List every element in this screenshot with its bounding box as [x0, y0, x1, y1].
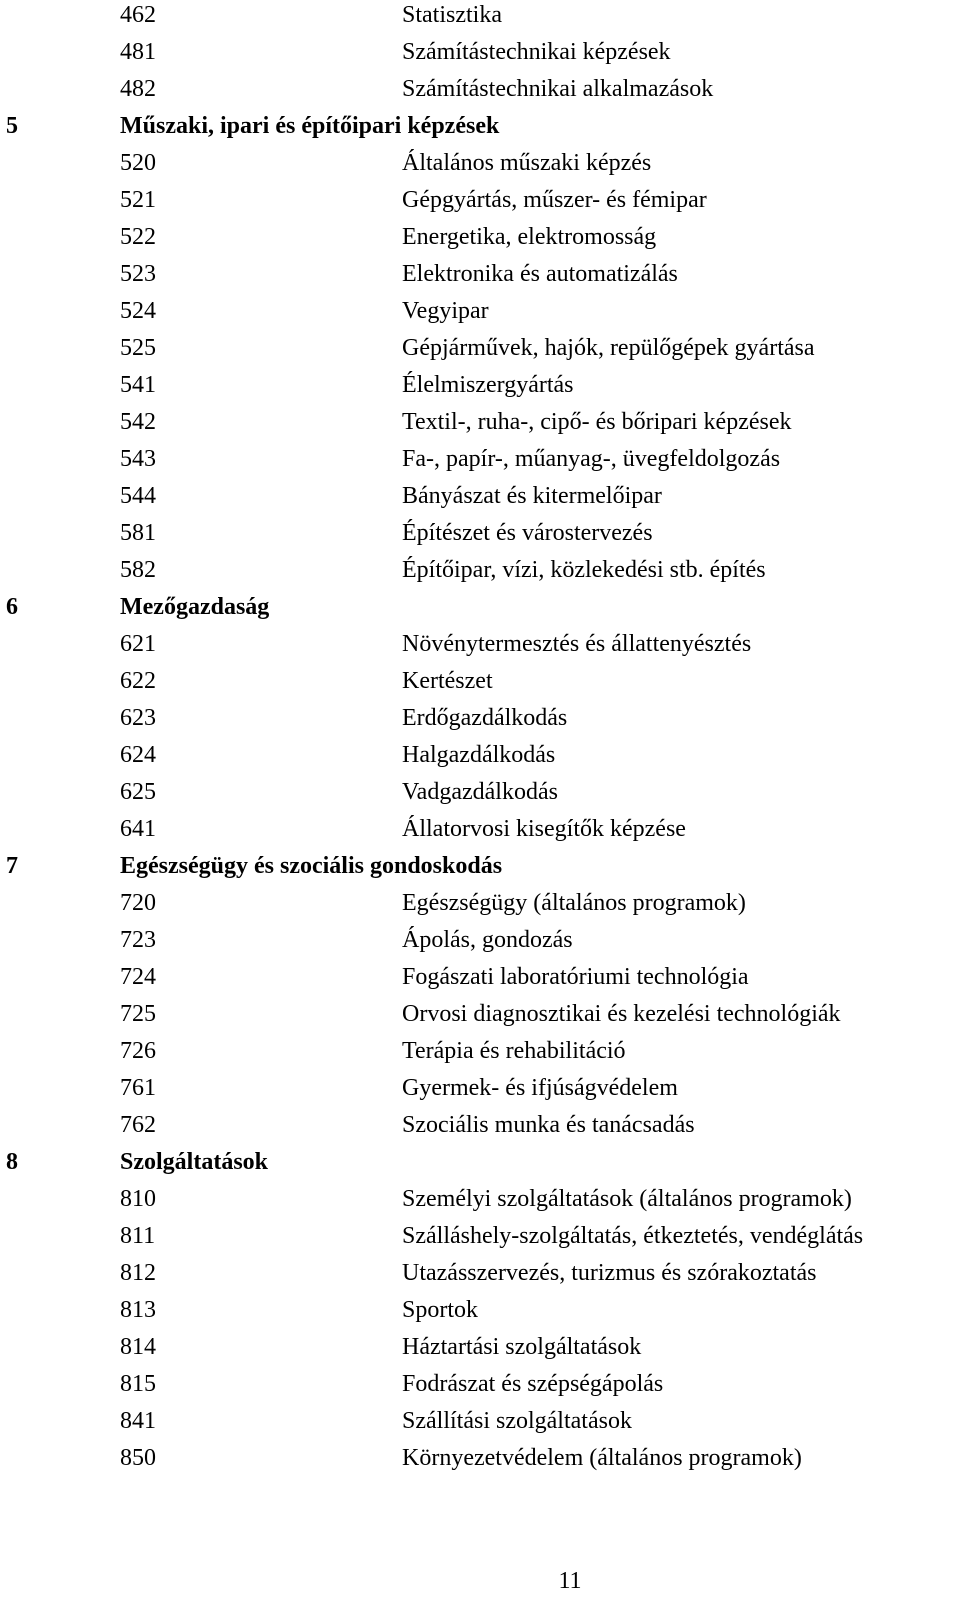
subfield-name: Textil-, ruha-, cipő- és bőripari képzések	[402, 409, 792, 435]
subfield-code: 814	[120, 1334, 156, 1360]
subfield-code: 624	[120, 742, 156, 768]
subfield-row	[0, 441, 960, 478]
subfield-name: Gyermek- és ifjúságvédelem	[402, 1075, 678, 1101]
subfield-name: Élelmiszergyártás	[402, 372, 574, 398]
subfield-row	[0, 811, 960, 848]
field-heading-row	[0, 1144, 960, 1181]
subfield-row	[0, 1292, 960, 1329]
subfield-row	[0, 515, 960, 552]
subfield-code: 582	[120, 557, 156, 583]
subfield-row	[0, 404, 960, 441]
subfield-code: 522	[120, 224, 156, 250]
subfield-name: Terápia és rehabilitáció	[402, 1038, 626, 1064]
subfield-name: Elektronika és automatizálás	[402, 261, 678, 287]
subfield-row	[0, 367, 960, 404]
subfield-row	[0, 700, 960, 737]
subfield-name: Vegyipar	[402, 298, 489, 324]
subfield-row	[0, 552, 960, 589]
subfield-row	[0, 1070, 960, 1107]
subfield-code: 521	[120, 187, 156, 213]
subfield-name: Számítástechnikai képzések	[402, 39, 671, 65]
subfield-row	[0, 1033, 960, 1070]
subfield-code: 726	[120, 1038, 156, 1064]
field-heading-row	[0, 108, 960, 145]
field-name: Egészségügy és szociális gondoskodás	[120, 853, 503, 879]
subfield-row	[0, 774, 960, 811]
subfield-row	[0, 293, 960, 330]
subfield-code: 723	[120, 927, 156, 953]
subfield-row	[0, 330, 960, 367]
subfield-code: 812	[120, 1260, 156, 1286]
subfield-name: Általános műszaki képzés	[402, 150, 652, 176]
subfield-row	[0, 1255, 960, 1292]
subfield-name: Számítástechnikai alkalmazások	[402, 76, 714, 102]
subfield-name: Halgazdálkodás	[402, 742, 556, 768]
subfield-row	[0, 1440, 960, 1477]
subfield-code: 520	[120, 150, 156, 176]
subfield-code: 815	[120, 1371, 156, 1397]
subfield-code: 762	[120, 1112, 156, 1138]
subfield-name: Építőipar, vízi, közlekedési stb. építés	[402, 557, 766, 583]
subfield-code: 811	[120, 1223, 156, 1249]
subfield-name: Erdőgazdálkodás	[402, 705, 568, 731]
subfield-name: Egészségügy (általános programok)	[402, 890, 746, 916]
subfield-row	[0, 478, 960, 515]
subfield-code: 622	[120, 668, 156, 694]
subfield-row	[0, 182, 960, 219]
subfield-code: 542	[120, 409, 156, 435]
subfield-name: Gépjárművek, hajók, repülőgépek gyártása	[402, 335, 815, 361]
subfield-name: Statisztika	[402, 2, 502, 28]
field-name: Mezőgazdaság	[120, 594, 270, 620]
subfield-name: Háztartási szolgáltatások	[402, 1334, 642, 1360]
subfield-name: Energetika, elektromosság	[402, 224, 657, 250]
subfield-name: Gépgyártás, műszer- és fémipar	[402, 187, 707, 213]
field-name: Szolgáltatások	[120, 1149, 269, 1175]
subfield-row	[0, 1181, 960, 1218]
subfield-name: Szociális munka és tanácsadás	[402, 1112, 695, 1138]
subfield-code: 482	[120, 76, 156, 102]
subfield-code: 810	[120, 1186, 156, 1212]
subfield-code: 841	[120, 1408, 156, 1434]
subfield-row	[0, 0, 960, 34]
subfield-name: Kertészet	[402, 668, 493, 694]
subfield-name: Ápolás, gondozás	[402, 927, 573, 953]
subfield-name: Utazásszervezés, turizmus és szórakoztatás	[402, 1260, 817, 1286]
subfield-code: 621	[120, 631, 156, 657]
subfield-name: Vadgazdálkodás	[402, 779, 558, 805]
subfield-name: Orvosi diagnosztikai és kezelési technológiák	[402, 1001, 841, 1027]
subfield-name: Építészet és várostervezés	[402, 520, 653, 546]
subfield-row	[0, 922, 960, 959]
subfield-code: 850	[120, 1445, 156, 1471]
field-code: 7	[6, 853, 18, 879]
subfield-name: Környezetvédelem (általános programok)	[402, 1445, 802, 1471]
subfield-code: 581	[120, 520, 156, 546]
subfield-row	[0, 1107, 960, 1144]
subfield-row	[0, 1403, 960, 1440]
subfield-code: 524	[120, 298, 156, 324]
field-heading-row	[0, 848, 960, 885]
subfield-code: 724	[120, 964, 156, 990]
subfield-row	[0, 145, 960, 182]
subfield-code: 523	[120, 261, 156, 287]
subfield-name: Fa-, papír-, műanyag-, üvegfeldolgozás	[402, 446, 781, 472]
subfield-code: 541	[120, 372, 156, 398]
subfield-code: 625	[120, 779, 156, 805]
subfield-row	[0, 256, 960, 293]
subfield-name: Fodrászat és szépségápolás	[402, 1371, 664, 1397]
subfield-code: 481	[120, 39, 156, 65]
subfield-row	[0, 959, 960, 996]
subfield-name: Szállítási szolgáltatások	[402, 1408, 632, 1434]
subfield-row	[0, 885, 960, 922]
subfield-code: 641	[120, 816, 156, 842]
subfield-code: 543	[120, 446, 156, 472]
subfield-code: 462	[120, 2, 156, 28]
subfield-row	[0, 626, 960, 663]
subfield-row	[0, 1329, 960, 1366]
subfield-row	[0, 1218, 960, 1255]
field-code: 6	[6, 594, 18, 620]
subfield-name: Sportok	[402, 1297, 479, 1323]
subfield-name: Fogászati laboratóriumi technológia	[402, 964, 749, 990]
subfield-name: Növénytermesztés és állattenyésztés	[402, 631, 752, 657]
subfield-code: 761	[120, 1075, 156, 1101]
subfield-name: Szálláshely-szolgáltatás, étkeztetés, vendéglátás	[402, 1223, 864, 1249]
subfield-row	[0, 71, 960, 108]
subfield-row	[0, 219, 960, 256]
subfield-row	[0, 34, 960, 71]
subfield-name: Személyi szolgáltatások (általános programok)	[402, 1186, 852, 1212]
field-code: 5	[6, 113, 18, 139]
field-name: Műszaki, ipari és építőipari képzések	[120, 113, 500, 139]
subfield-code: 623	[120, 705, 156, 731]
field-code: 8	[6, 1149, 18, 1175]
subfield-name: Bányászat és kitermelőipar	[402, 483, 662, 509]
subfield-row	[0, 663, 960, 700]
subfield-code: 813	[120, 1297, 156, 1323]
subfield-row	[0, 1366, 960, 1403]
field-heading-row	[0, 589, 960, 626]
subfield-row	[0, 996, 960, 1033]
subfield-row	[0, 737, 960, 774]
subfield-code: 720	[120, 890, 156, 916]
subfield-code: 525	[120, 335, 156, 361]
page-number: 11	[558, 1568, 582, 1594]
subfield-code: 725	[120, 1001, 156, 1027]
subfield-name: Állatorvosi kisegítők képzése	[402, 816, 686, 842]
subfield-code: 544	[120, 483, 156, 509]
